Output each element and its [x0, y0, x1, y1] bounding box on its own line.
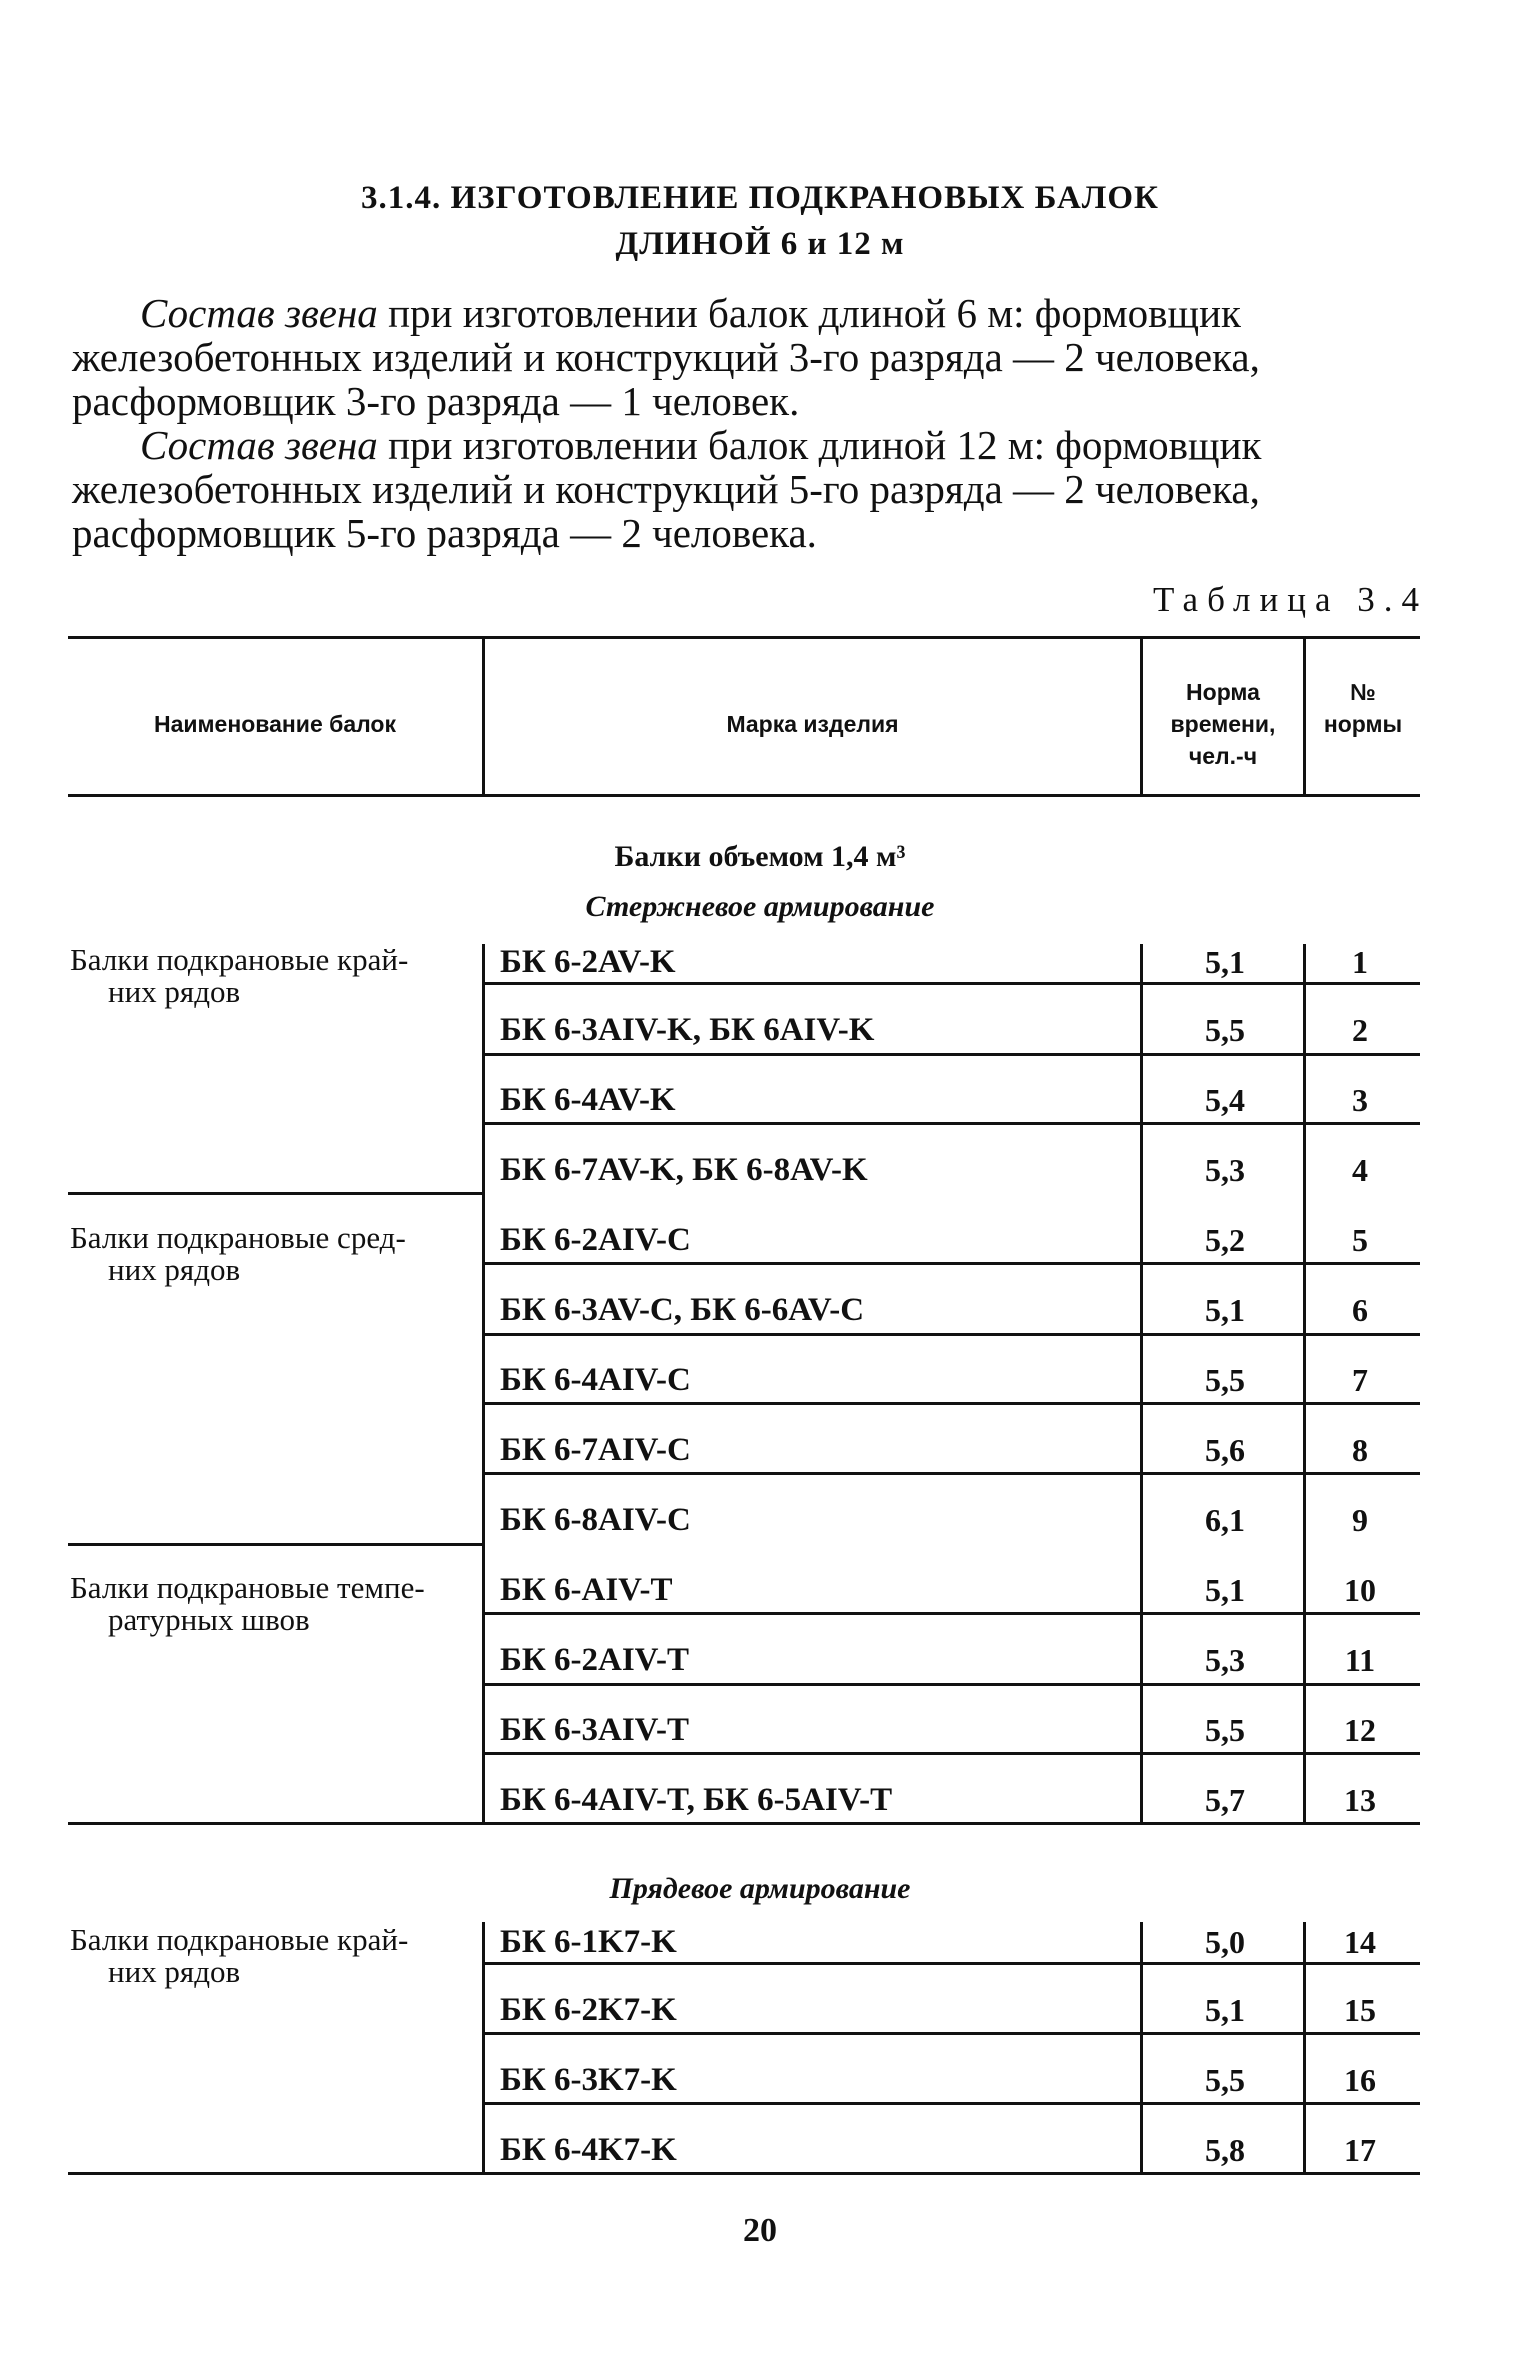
row-17-num: 17 — [1344, 2132, 1376, 2168]
paragraph-2-line1-text: при изготовлении балок длиной 12 м: формовщик — [377, 422, 1262, 468]
row-rule — [482, 1683, 1420, 1686]
row-6-num: 6 — [1352, 1292, 1368, 1328]
page-number: 20 — [743, 2212, 777, 2249]
row-rule — [482, 2102, 1420, 2105]
subsection-strand-title: Прядевое армирование — [609, 1872, 911, 1905]
group-1-name — [70, 944, 470, 1008]
row-17-norm: 5,8 — [1205, 2132, 1245, 2168]
paragraph-2-line2: железобетонных изделий и конструкций 5-го разряда — 2 человека, — [72, 466, 1260, 512]
group-3-name — [70, 1572, 470, 1636]
row-14-norm: 5,0 — [1205, 1924, 1245, 1960]
row-16-mark: БК 6-3K7-K — [500, 2062, 677, 2098]
table-top-rule — [68, 636, 1420, 639]
section-volume-title: Балки объемом 1,4 м³ — [614, 840, 906, 873]
paragraph-1-line2: железобетонных изделий и конструкций 3-го разряда — 2 человека, — [72, 334, 1260, 380]
row-2-mark: БК 6-3AIV-K, БК 6AIV-K — [500, 1012, 875, 1048]
row-rule — [482, 1262, 1420, 1265]
paragraph-2-lead: Состав звена — [140, 422, 378, 468]
row-16-num: 16 — [1344, 2062, 1376, 2098]
subsection-rod-title: Стержневое армирование — [585, 890, 935, 923]
paragraph-1-line1-text: при изготовлении балок длиной 6 м: формовщик — [377, 290, 1241, 336]
column-header-norm-l1: Норма — [1186, 679, 1260, 705]
row-10-mark: БК 6-AIV-T — [500, 1572, 673, 1608]
group-2-separator — [68, 1543, 482, 1546]
row-17-mark: БК 6-4K7-K — [500, 2132, 677, 2168]
row-15-num: 15 — [1344, 1992, 1376, 2028]
row-6-norm: 5,1 — [1205, 1292, 1245, 1328]
group-4-name-l1: Балки подкрановые край- — [70, 1922, 409, 1957]
row-4-mark: БК 6-7AV-K, БК 6-8AV-K — [500, 1152, 868, 1188]
row-15-mark: БК 6-2K7-K — [500, 1992, 677, 2028]
row-7-mark: БК 6-4AIV-C — [500, 1362, 691, 1398]
row-8-norm: 5,6 — [1205, 1432, 1245, 1468]
group-2-name-l2: них рядов — [108, 1252, 241, 1287]
group-4-name-l2: них рядов — [108, 1954, 241, 1989]
column-header-num-l1: № — [1350, 679, 1376, 705]
row-11-mark: БК 6-2AIV-T — [500, 1642, 690, 1678]
row-11-norm: 5,3 — [1205, 1642, 1245, 1678]
row-rule — [482, 1122, 1420, 1125]
section-heading-line2: ДЛИНОЙ 6 и 12 м — [615, 226, 905, 262]
row-12-norm: 5,5 — [1205, 1712, 1245, 1748]
table-header-bottom-rule — [68, 794, 1420, 797]
row-9-mark: БК 6-8AIV-C — [500, 1502, 691, 1538]
row-rule — [482, 1612, 1420, 1615]
row-3-norm: 5,4 — [1205, 1082, 1245, 1118]
row-7-norm: 5,5 — [1205, 1362, 1245, 1398]
row-2-num: 2 — [1352, 1012, 1368, 1048]
group-1-name-l1: Балки подкрановые край- — [70, 942, 409, 977]
row-9-num: 9 — [1352, 1502, 1368, 1538]
column-header-num-l2: нормы — [1323, 711, 1403, 737]
column-header-name: Наименование балок — [154, 711, 396, 737]
row-3-num: 3 — [1352, 1082, 1368, 1118]
row-8-num: 8 — [1352, 1432, 1368, 1468]
group-1-separator — [68, 1192, 482, 1195]
row-4-num: 4 — [1352, 1152, 1368, 1188]
column-header-norm-l2: времени, — [1170, 711, 1276, 737]
column-header-mark: Марка изделия — [726, 711, 899, 737]
row-1-num: 1 — [1352, 944, 1368, 980]
paragraph-2-line1 — [72, 424, 1428, 467]
table-bottom-rule — [68, 2172, 1420, 2175]
row-4-norm: 5,3 — [1205, 1152, 1245, 1188]
row-10-norm: 5,1 — [1205, 1572, 1245, 1608]
row-rule — [482, 1333, 1420, 1336]
section-rod-bottom-rule — [68, 1822, 1420, 1825]
paragraph-1-lead: Состав звена — [140, 290, 378, 336]
paragraph-1-line3: расформовщик 3-го разряда — 1 человек. — [72, 378, 800, 424]
row-6-mark: БК 6-3AV-C, БК 6-6AV-C — [500, 1292, 865, 1328]
group-3-name-l1: Балки подкрановые темпе- — [70, 1570, 425, 1605]
row-1-mark: БК 6-2AV-K — [500, 944, 676, 980]
row-15-norm: 5,1 — [1205, 1992, 1245, 2028]
row-14-num: 14 — [1344, 1924, 1376, 1960]
row-12-mark: БК 6-3AIV-T — [500, 1712, 690, 1748]
body-divider-1-section1 — [482, 944, 485, 1824]
row-5-num: 5 — [1352, 1222, 1368, 1258]
column-header-norm-l3: чел.-ч — [1188, 743, 1258, 769]
row-16-norm: 5,5 — [1205, 2062, 1245, 2098]
paragraph-2-line3: расформовщик 5-го разряда — 2 человека. — [72, 510, 817, 556]
row-1-norm: 5,1 — [1205, 944, 1245, 980]
body-divider-1-section2 — [482, 1922, 485, 2172]
section-heading-line1: 3.1.4. ИЗГОТОВЛЕНИЕ ПОДКРАНОВЫХ БАЛОК — [361, 180, 1159, 216]
row-12-num: 12 — [1344, 1712, 1376, 1748]
row-11-num: 11 — [1344, 1642, 1376, 1678]
row-rule — [482, 1752, 1420, 1755]
group-4-name — [70, 1924, 470, 1988]
paragraph-1-line1 — [72, 292, 1428, 335]
row-5-norm: 5,2 — [1205, 1222, 1245, 1258]
row-14-mark: БК 6-1K7-K — [500, 1924, 677, 1960]
group-2-name — [70, 1222, 470, 1286]
group-1-name-l2: них рядов — [108, 974, 241, 1009]
row-13-norm: 5,7 — [1205, 1782, 1245, 1818]
row-13-mark: БК 6-4AIV-T, БК 6-5AIV-T — [500, 1782, 893, 1818]
row-10-num: 10 — [1344, 1572, 1376, 1608]
body-divider-2-section1 — [1140, 944, 1143, 1824]
row-7-num: 7 — [1352, 1362, 1368, 1398]
row-rule — [482, 1472, 1420, 1475]
row-13-num: 13 — [1344, 1782, 1376, 1818]
body-divider-2-section2 — [1140, 1922, 1143, 2172]
row-2-norm: 5,5 — [1205, 1012, 1245, 1048]
group-2-name-l1: Балки подкрановые сред- — [70, 1220, 406, 1255]
table-caption: Таблица 3.4 — [1153, 580, 1428, 619]
row-rule — [482, 1053, 1420, 1056]
row-rule — [482, 982, 1420, 985]
row-9-norm: 6,1 — [1205, 1502, 1245, 1538]
row-8-mark: БК 6-7AIV-C — [500, 1432, 691, 1468]
row-3-mark: БК 6-4AV-K — [500, 1082, 676, 1118]
row-rule — [482, 1962, 1420, 1965]
group-3-name-l2: ратурных швов — [108, 1602, 310, 1637]
row-5-mark: БК 6-2AIV-C — [500, 1222, 691, 1258]
row-rule — [482, 2032, 1420, 2035]
row-rule — [482, 1402, 1420, 1405]
